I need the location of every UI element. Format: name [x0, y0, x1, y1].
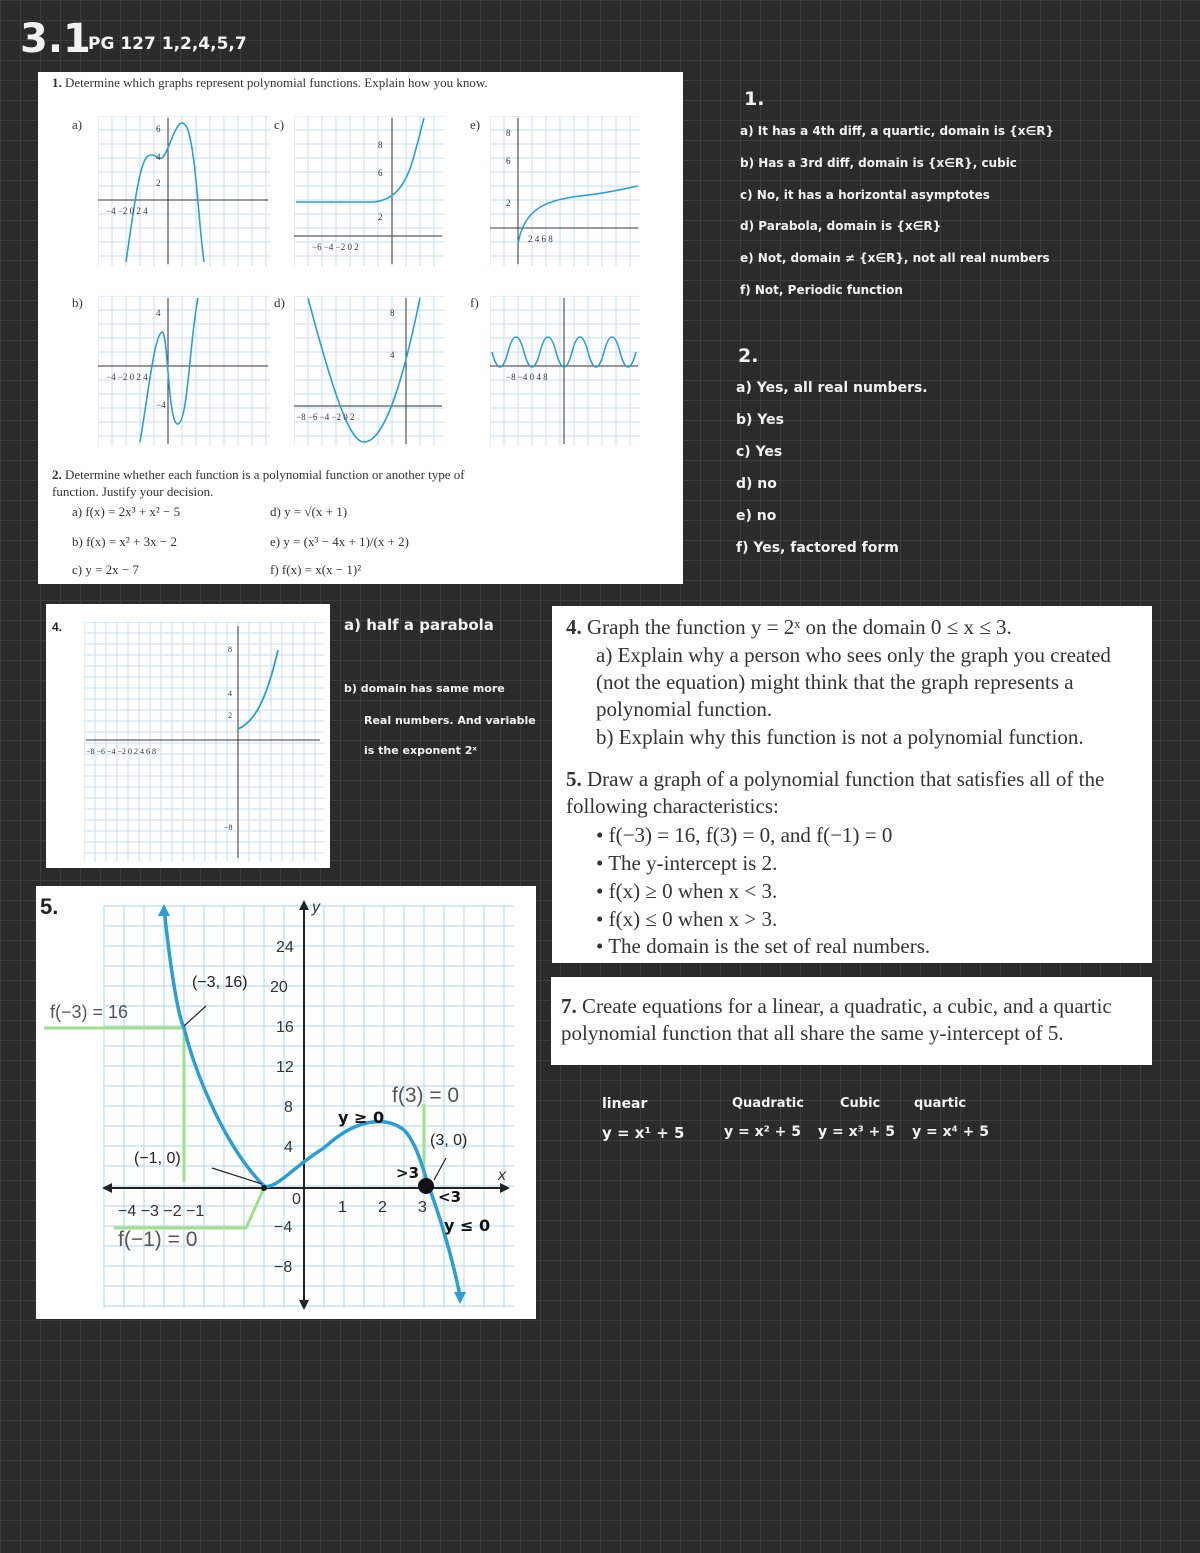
- svg-text:24: 24: [276, 939, 294, 956]
- svg-text:4: 4: [390, 350, 395, 360]
- q5-bullet-2: • The y-intercept is 2.: [596, 851, 778, 875]
- svg-text:4: 4: [228, 689, 232, 698]
- svg-text:12: 12: [276, 1059, 294, 1076]
- q5-graph: [36, 886, 536, 1319]
- q5-prompt: 5. Draw a graph of a polynomial function that satisfies all of the following characteristics:: [566, 767, 1105, 818]
- notes2-line-a: a) Yes, all real numbers.: [736, 380, 928, 396]
- q4-answer-b1: b) domain has same more: [344, 682, 505, 695]
- svg-text:x: x: [498, 1167, 506, 1184]
- svg-text:6: 6: [378, 168, 383, 178]
- q1b-label: b): [72, 295, 83, 310]
- q5-label-pt-neg3: (−3, 16): [192, 974, 248, 991]
- notes2-line-b: b) Yes: [736, 412, 784, 428]
- svg-text:2: 2: [506, 198, 511, 208]
- q5-bullet-3: • f(x) ≥ 0 when x < 3.: [596, 879, 778, 903]
- q1f-label: f): [470, 295, 479, 310]
- svg-text:y: y: [312, 899, 320, 916]
- graph-e: [490, 116, 640, 266]
- q2-item-f: f) f(x) = x(x − 1)²: [270, 562, 362, 577]
- svg-text:8: 8: [506, 128, 511, 138]
- q7-cubic-name: Cubic: [840, 1096, 881, 1111]
- notes1-line-d: d) Parabola, domain is {x∈R}: [740, 219, 942, 233]
- svg-text:−8 −6 −4 −2 0 2 4 6: −8 −6 −4 −2 0 2 4 6 8: [86, 747, 157, 756]
- svg-text:8: 8: [378, 140, 383, 150]
- svg-text:2: 2: [156, 178, 161, 188]
- q5-point-3-0: [418, 1178, 434, 1194]
- question-7-panel: [551, 977, 1152, 1065]
- svg-text:2: 2: [378, 1199, 387, 1216]
- q2-item-d: d) y = √(x + 1): [270, 504, 348, 519]
- q4-graph-panel: [46, 604, 330, 868]
- q1-text: 1. Determine which graphs represent polynomial functions. Explain how you know.: [52, 75, 488, 90]
- q5-bullet-4: • f(x) ≤ 0 when x > 3.: [596, 907, 778, 931]
- svg-text:0: 0: [292, 1191, 301, 1208]
- q4-exp-curve: [238, 650, 278, 729]
- notes2-title: 2.: [738, 345, 759, 367]
- svg-text:4: 4: [156, 152, 161, 162]
- q5-label-f-3: f(3) = 0: [392, 1084, 460, 1107]
- svg-text:3: 3: [418, 1199, 427, 1216]
- graph-b-curve: [140, 298, 198, 442]
- svg-text:4: 4: [284, 1139, 293, 1156]
- graph-c-curve: [296, 118, 424, 202]
- q4-answer-b2: Real numbers. And variable: [364, 714, 536, 727]
- q5-note-ge0: y ≥ 0: [338, 1108, 385, 1127]
- q4-answer-a: a) half a parabola: [344, 616, 494, 634]
- q2-item-e: e) y = (x³ − 4x + 1)/(x + 2): [270, 534, 410, 549]
- svg-text:8: 8: [228, 645, 232, 654]
- svg-text:−4 −2 0 2 4: −4 −2 0 2 4: [106, 206, 148, 216]
- svg-text:6: 6: [156, 124, 161, 134]
- q7-quartic-name: quartic: [914, 1096, 967, 1111]
- q4-prompt: 4. Graph the function y = 2ˣ on the domain 0 ≤ x ≤ 3.: [566, 615, 1012, 639]
- notes2-line-e: e) no: [736, 508, 777, 524]
- q2-item-b: b) f(x) = x² + 3x − 2: [72, 534, 177, 549]
- svg-text:16: 16: [276, 1019, 294, 1036]
- graph-d: [294, 296, 444, 446]
- q1c-label: c): [274, 117, 285, 132]
- q7-linear-name: linear: [602, 1096, 648, 1112]
- q5-note-lt3: <3: [438, 1188, 462, 1206]
- q4-part-b: b) Explain why this function is not a polynomial function.: [596, 725, 1084, 749]
- q5-bullet-1: • f(−3) = 16, f(3) = 0, and f(−1) = 0: [596, 823, 893, 847]
- graph-b: [98, 296, 270, 446]
- svg-text:−8: −8: [274, 1259, 293, 1276]
- q7-quadratic-name: Quadratic: [732, 1096, 804, 1111]
- svg-text:−4 −2 0 2 4: −4 −2 0 2 4: [106, 372, 148, 382]
- q7-linear-eq: y = x¹ + 5: [602, 1124, 685, 1142]
- questions-1-2-panel: [38, 72, 683, 584]
- q7-cubic-eq: y = x³ + 5: [818, 1124, 895, 1140]
- q1a-label: a): [72, 117, 83, 132]
- q5-bullet-5: • The domain is the set of real numbers.: [596, 934, 931, 958]
- graph-a-grid: [98, 116, 270, 266]
- svg-text:−4: −4: [274, 1219, 293, 1236]
- header-number: 3.1: [20, 16, 91, 62]
- graph-c: [294, 116, 444, 266]
- notes2-line-c: c) Yes: [736, 444, 783, 460]
- svg-text:2 4 6 8: 2 4 6 8: [528, 234, 553, 244]
- notes1-line-c: c) No, it has a horizontal asymptotes: [740, 188, 990, 202]
- graph-a: [98, 116, 270, 266]
- q2-item-a: a) f(x) = 2x³ + x² − 5: [72, 504, 181, 519]
- q4-answer-b3: is the exponent 2ˣ: [364, 744, 477, 757]
- q5-label-pt-3: (3, 0): [430, 1132, 468, 1149]
- notes1-title: 1.: [744, 88, 765, 110]
- q5-label-f-neg3: f(−3) = 16: [50, 1002, 129, 1022]
- svg-text:8: 8: [390, 308, 395, 318]
- q5-note-le0: y ≤ 0: [444, 1216, 491, 1235]
- q1d-label: d): [274, 295, 285, 310]
- q5-point-neg1-0: [261, 1185, 267, 1191]
- notes1-line-e: e) Not, domain ≠ {x∈R}, not all real numbers: [740, 251, 1050, 265]
- header-reference: PG 127 1,2,4,5,7: [88, 34, 247, 54]
- q5-label-pt-neg1: (−1, 0): [134, 1150, 181, 1167]
- q7-prompt: 7. Create equations for a linear, a quadratic, a cubic, and a quartic polynomial function that all share the same y-intercept of 5.: [561, 994, 1112, 1045]
- questions-4-5-panel: [552, 606, 1152, 963]
- svg-text:−4 −3 −2 −1: −4 −3 −2 −1: [118, 1203, 205, 1220]
- svg-text:−8 −6 −4 −2 0 2: −8 −6 −4 −2 0 2: [296, 412, 355, 422]
- svg-text:−8: −8: [224, 823, 233, 832]
- svg-text:−4: −4: [156, 400, 166, 410]
- svg-text:−6 −4 −2 0 2: −6 −4 −2 0 2: [312, 242, 359, 252]
- q2-text: 2. Determine whether each function is a polynomial function or another type of function. Justify your decision.: [52, 467, 465, 499]
- q7-quadratic-eq: y = x² + 5: [724, 1124, 801, 1140]
- svg-text:8: 8: [284, 1099, 293, 1116]
- graph-f: [490, 296, 640, 446]
- svg-text:−8 −4 0 4 8: −8 −4 0 4 8: [506, 372, 548, 382]
- q4-graph: [84, 622, 324, 862]
- notes2-line-f: f) Yes, factored form: [736, 540, 899, 556]
- q1e-label: e): [470, 117, 481, 132]
- q4-graph-number: 4.: [52, 620, 63, 634]
- q7-quartic-eq: y = x⁴ + 5: [912, 1124, 989, 1140]
- q4-part-a: a) Explain why a person who sees only the graph you created (not the equation) might think that the graph represents a polynomial function.: [596, 643, 1111, 721]
- svg-text:20: 20: [270, 979, 288, 996]
- svg-text:6: 6: [506, 156, 511, 166]
- svg-text:1: 1: [338, 1199, 347, 1216]
- q2-item-c: c) y = 2x − 7: [72, 562, 140, 577]
- q5-graph-number: 5.: [40, 894, 59, 919]
- svg-text:4: 4: [156, 308, 161, 318]
- notes1-line-b: b) Has a 3rd diff, domain is {x∈R}, cubic: [740, 156, 1017, 170]
- svg-text:2: 2: [228, 711, 232, 720]
- q5-graph-panel: [36, 886, 536, 1319]
- notes1-line-f: f) Not, Periodic function: [740, 283, 903, 297]
- notes2-line-d: d) no: [736, 476, 777, 492]
- q5-label-f-neg1: f(−1) = 0: [118, 1228, 198, 1251]
- svg-text:2: 2: [378, 212, 383, 222]
- q5-note-gt3: >3: [396, 1164, 420, 1182]
- notes1-line-a: a) It has a 4th diff, a quartic, domain is {x∈R}: [740, 124, 1054, 138]
